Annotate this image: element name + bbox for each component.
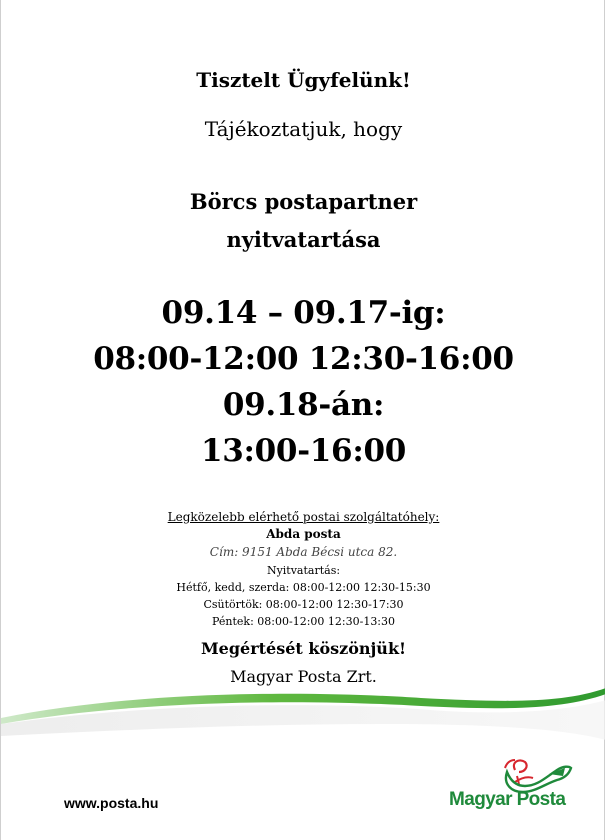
thanks-text: Megértését köszönjük!	[200, 639, 407, 658]
nearest-office-title: Legközelebb elérhető postai szolgáltatóhely:	[167, 510, 440, 524]
posta-horn-logo-icon	[445, 748, 575, 826]
period2-label: 09.18-án:	[222, 387, 385, 423]
nearest-office-name: Abda posta	[266, 527, 341, 541]
period1-label: 09.14 – 09.17-ig:	[161, 295, 446, 331]
greeting-heading: Tisztelt Ügyfelünk!	[196, 68, 411, 92]
website-link[interactable]: www.posta.hu	[64, 795, 159, 811]
opening-hours-block	[1, 290, 605, 474]
magyar-posta-logo-text: Magyar Posta	[449, 789, 566, 810]
partner-title-line1: Börcs postapartner	[189, 189, 418, 214]
partner-title	[1, 183, 605, 259]
period1-time: 08:00-12:00 12:30-16:00	[93, 341, 514, 377]
nearest-opening-label: Nyitvatartás:	[266, 564, 341, 577]
company-name: Magyar Posta Zrt.	[230, 667, 377, 686]
nearest-opening-line: Csütörtök: 08:00-12:00 12:30-17:30	[203, 598, 404, 611]
nearest-opening-line: Péntek: 08:00-12:00 12:30-13:30	[211, 615, 396, 628]
period2-time: 13:00-16:00	[200, 433, 406, 469]
intro-text: Tájékoztatjuk, hogy	[204, 117, 403, 141]
nearest-office-address: Cím: 9151 Abda Bécsi utca 82.	[209, 545, 398, 559]
green-wave-divider	[1, 680, 605, 750]
partner-title-line2: nyitvatartása	[226, 227, 381, 252]
nearest-opening-line: Hétfő, kedd, szerda: 08:00-12:00 12:30-15:30	[176, 581, 431, 594]
